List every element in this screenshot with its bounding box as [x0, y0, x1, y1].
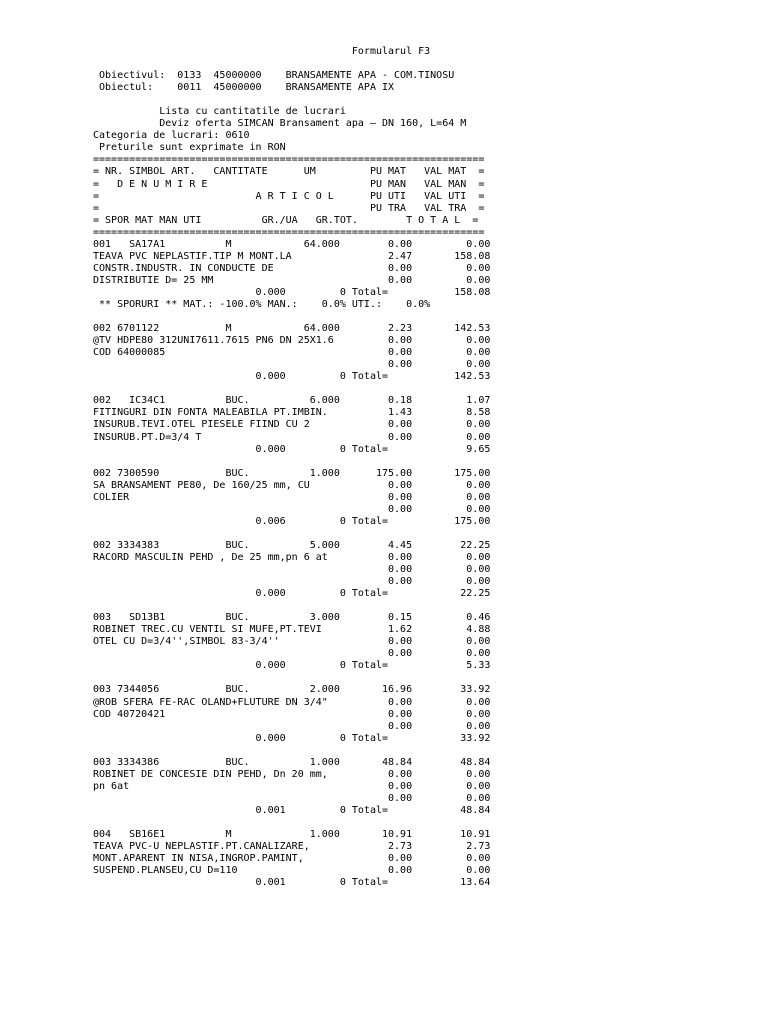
document-line: 0.00 0.00	[93, 576, 491, 588]
document-line	[93, 383, 490, 395]
document-line: 003 SD13B1 BUC. 3.000 0.15 0.46	[93, 612, 491, 624]
document-line: INSURUB.TEVI.OTEL PIESELE FIIND CU 2 0.00 0.00	[93, 419, 491, 431]
document-line: =================================================================	[93, 226, 485, 238]
document-line: 004 SB16E1 M 1.000 10.91 10.91	[93, 829, 491, 841]
document-line: 002 IC34C1 BUC. 6.000 0.18 1.07	[93, 395, 491, 407]
document-line: 002 3334383 BUC. 5.000 4.45 22.25	[93, 539, 491, 551]
document-line: @TV HDPE80 312UNI7611.7615 PN6 DN 25X1.6 0.00 0.00	[93, 335, 491, 347]
document-line: FITINGURI DIN FONTA MALEABILA PT.IMBIN. 1.43 8.58	[93, 407, 491, 419]
document-line	[93, 456, 490, 468]
document-line	[93, 745, 490, 757]
document-line: Formularul F3	[93, 46, 431, 57]
document-line: 0.00 0.00	[93, 792, 491, 804]
document-line	[93, 600, 490, 612]
document-line	[93, 94, 490, 106]
document-line: 0.001 0 Total= 48.84	[93, 804, 491, 816]
document-line: Lista cu cantitatile de lucrari	[93, 106, 346, 118]
document-line: SUSPEND.PLANSEU,CU D=110 0.00 0.00	[93, 865, 491, 877]
document-line: OTEL CU D=3/4'',SIMBOL 83-3/4'' 0.00 0.00	[93, 636, 491, 648]
document-line: 0.00 0.00	[93, 564, 491, 576]
document-line: 0.00 0.00	[93, 648, 491, 660]
document-line: 001 SA17A1 M 64.000 0.00 0.00	[93, 238, 491, 250]
document-line: = SPOR MAT MAN UTI GR./UA GR.TOT. T O T A L =	[93, 214, 479, 226]
document-line: MONT.APARENT IN NISA,INGROP.PAMINT, 0.00 0.00	[93, 853, 491, 865]
document-line: CONSTR.INDUSTR. IN CONDUCTE DE 0.00 0.00	[93, 262, 491, 274]
document-line: 003 3334386 BUC. 1.000 48.84 48.84	[93, 756, 491, 768]
document-line: Preturile sunt exprimate in RON	[93, 142, 286, 154]
document-line: RACORD MASCULIN PEHD , De 25 mm,pn 6 at 0.00 0.00	[93, 551, 491, 563]
document-line: COD 64000085 0.00 0.00	[93, 347, 491, 359]
document-line: COLIER 0.00 0.00	[93, 491, 491, 503]
document-line: = NR. SIMBOL ART. CANTITATE UM PU MAT VAL MAT =	[93, 166, 485, 178]
document-line: = A R T I C O L PU UTI VAL UTI =	[93, 190, 485, 202]
document-line: 0.00 0.00	[93, 503, 491, 515]
document-line: = D E N U M I R E PU MAN VAL MAN =	[93, 178, 485, 190]
document-line: 0.000 0 Total= 5.33	[93, 660, 491, 672]
document-line	[93, 311, 490, 323]
document-line: 0.000 0 Total= 22.25	[93, 588, 491, 600]
document-line: TEAVA PVC NEPLASTIF.TIP M MONT.LA 2.47 158.08	[93, 250, 491, 262]
document-line: =================================================================	[93, 154, 485, 166]
document-line: 0.000 0 Total= 142.53	[93, 371, 491, 383]
document-line: ROBINET DE CONCESIE DIN PEHD, Dn 20 mm, 0.00 0.00	[93, 768, 491, 780]
document-line: 0.000 0 Total= 9.65	[93, 443, 491, 455]
document-line: COD 40720421 0.00 0.00	[93, 708, 491, 720]
document-line: 0.00 0.00	[93, 720, 491, 732]
document-line: ** SPORURI ** MAT.: -100.0% MAN.: 0.0% UTI.: 0.0%	[93, 298, 431, 310]
document-line	[93, 672, 490, 684]
document-line: DISTRIBUTIE D= 25 MM 0.00 0.00	[93, 274, 491, 286]
document-line: 003 7344056 BUC. 2.000 16.96 33.92	[93, 684, 491, 696]
document-body	[93, 46, 490, 889]
document-line: 0.00 0.00	[93, 359, 491, 371]
document-line: Deviz oferta SIMCAN Bransament apa – DN 160, L=64 M	[93, 118, 467, 130]
document-line: 0.000 0 Total= 158.08	[93, 286, 491, 298]
document-line	[93, 817, 490, 829]
document-line: pn 6at 0.00 0.00	[93, 780, 491, 792]
document-line: Categoria de lucrari: 0610	[93, 130, 250, 142]
document-line	[93, 58, 490, 70]
document-line: Obiectul: 0011 45000000 BRANSAMENTE APA IX	[93, 82, 395, 94]
document-line: INSURUB.PT.D=3/4 T 0.00 0.00	[93, 431, 491, 443]
document-line: 002 6701122 M 64.000 2.23 142.53	[93, 323, 491, 335]
document-line: ROBINET TREC.CU VENTIL SI MUFE,PT.TEVI 1.62 4.88	[93, 624, 491, 636]
document-line: Obiectivul: 0133 45000000 BRANSAMENTE APA - COM.TINOSU	[93, 70, 455, 82]
document-line: @ROB SFERA FE-RAC OLAND+FLUTURE DN 3/4" 0.00 0.00	[93, 696, 491, 708]
document-line: 002 7300590 BUC. 1.000 175.00 175.00	[93, 467, 491, 479]
document-line: SA BRANSAMENT PE80, De 160/25 mm, CU 0.00 0.00	[93, 479, 491, 491]
document-line: 0.006 0 Total= 175.00	[93, 515, 491, 527]
document-line: TEAVA PVC-U NEPLASTIF.PT.CANALIZARE, 2.73 2.73	[93, 841, 491, 853]
document-line: 0.000 0 Total= 33.92	[93, 732, 491, 744]
document-line: 0.001 0 Total= 13.64	[93, 877, 491, 889]
document-line: = PU TRA VAL TRA =	[93, 202, 485, 214]
document-line	[93, 528, 490, 540]
